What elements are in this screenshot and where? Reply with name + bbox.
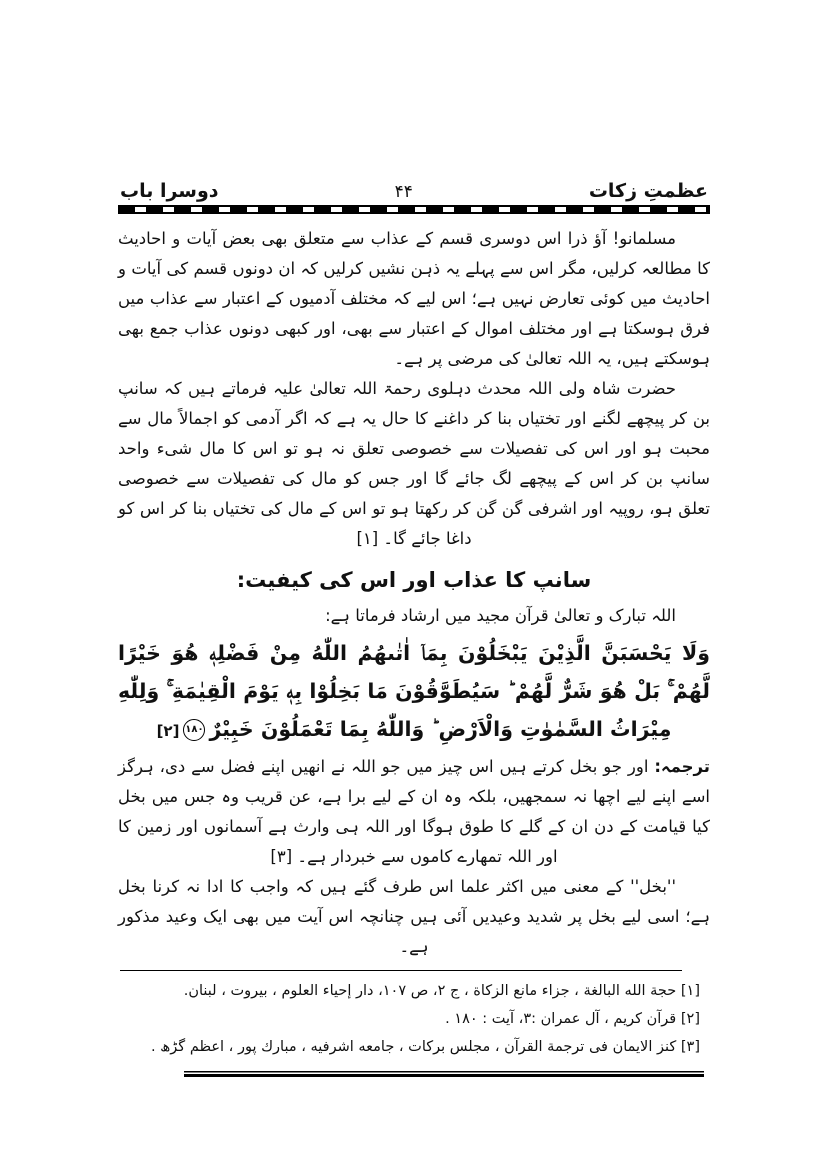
footnote-1-marker: [۱] xyxy=(680,983,700,999)
verse-end-ornament: ۱۸۰ xyxy=(183,719,205,741)
paragraph-bukhl-meaning: ''بخل'' کے معنی میں اکثر علما اس طرف گئے ہیں کہ واجب کا ادا نہ کرنا بخل ہے؛ اسی لیے بخل پر شدید وعیدیں آئی ہیں چنانچہ اس آیت میں بھی ایک وعید مذکور ہے۔ xyxy=(118,877,710,956)
footnotes-block xyxy=(118,971,710,1069)
footnote-2-marker: [۲] xyxy=(680,1011,700,1027)
quran-intro-line: اللہ تبارک و تعالیٰ قرآن مجید میں ارشاد فرماتا ہے: xyxy=(325,606,676,625)
page-content xyxy=(118,180,710,1077)
footnote-3-text: كنز الايمان فى ترجمة القرآن ، مجلس بركات ، جامعه اشرفيه ، مبارك پور ، اعظم گڑھ . xyxy=(150,1039,677,1055)
paragraph-shah-waliullah: حضرت شاہ ولی اللہ محدث دہلوی رحمۃ اللہ تعالیٰ علیہ فرماتے ہیں کہ سانپ بن کر پیچھے لگنے اور تختیاں بنا کر داغنے کا حال یہ ہے کہ اگر آدمی کو اجمالاً مال سے محبت ہو اور اس کی تفصیلات سے خصوصی تعلق نہ ہو تو اس کا مال شیء واحد سانپ بن کر اس کے پیچھے لگ جائے گا اور جس کو مال کی تفصیلات سے خصوصی تعلق ہو، روپیہ اور اشرفی گن گن کر رکھتا ہو تو اس کے مال کی تختیاں بنا کر اس کو داغا جائے گا۔ [۱] xyxy=(118,379,710,548)
footnote-1 xyxy=(128,977,700,1005)
page-number: ۴۴ xyxy=(394,182,413,202)
paragraph-intro: مسلمانو! آؤ ذرا اس دوسری قسم کے عذاب سے متعلق بھی بعض آیات و احادیث کا مطالعہ کرلیں، مگر اس سے پہلے یہ ذہن نشیں کرلیں کہ ان دونوں قسم کی آیات و احادیث میں کوئی تعارض نہیں ہے؛ اس لیے کہ مختلف آدمیوں کے اعتبار سے عذاب میں فرق ہوسکتا ہے اور مختلف اموال کے اعتبار سے بھی، اور کبھی دونوں عذاب جمع بھی ہوسکتے ہیں، یہ اللہ تعالیٰ کی مرضی پر ہے۔ xyxy=(118,229,710,368)
translation-paragraph xyxy=(118,752,710,872)
footnote-2 xyxy=(128,1005,700,1033)
section-heading: سانپ کا عذاب اور اس کی کیفیت: xyxy=(236,568,592,592)
translation-text: اور جو بخل کرتے ہیں اس چیز میں جو اللہ نے انھیں اپنے فضل سے دی، ہرگز اسے اپنے لیے اچھا نہ سمجھیں، بلکہ وہ ان کے لیے برا ہے، عن قریب وہ جس میں بخل کیا قیامت کے دن ان کے گلے کا طوق ہوگا اور اللہ ہی وارث ہے آسمانوں اور زمین کا اور اللہ تمھارے کاموں سے خبردار ہے۔ [۳] xyxy=(118,757,710,866)
verse-footnote-ref: [۲] xyxy=(156,722,180,740)
page-bottom-rule xyxy=(184,1071,704,1077)
footnote-3-marker: [۳] xyxy=(680,1039,700,1055)
footnote-3 xyxy=(128,1033,700,1061)
chapter-title: دوسرا باب xyxy=(120,180,219,202)
book-title: عظمتِ زکات xyxy=(588,180,708,202)
running-header xyxy=(118,180,710,205)
verse-text: وَلَا يَحْسَبَنَّ الَّذِيْنَ يَبْخَلُوْنَ بِمَاۤ اٰتٰىهُمُ اللّٰهُ مِنْ فَضْلِهٖ هُوَ خَيْرًا لَّهُمْ ۚ بَلْ هُوَ شَرٌّ لَّهُمْ ؕ سَيُطَوَّقُوْنَ مَا بَخِلُوْا بِهٖ يَوْمَ الْقِيٰمَةِ ۚ وَلِلّٰهِ مِيْرَاثُ السَّمٰوٰتِ وَالْاَرْضِ ؕ وَاللّٰهُ بِمَا تَعْمَلُوْنَ خَبِيْرٌ xyxy=(118,641,710,741)
arabic-verse xyxy=(118,634,710,750)
footnote-2-text: قرآن كريم ، آل عمران :۳، آيت : ۱۸۰ . xyxy=(445,1011,677,1027)
header-dashed-divider xyxy=(118,205,710,214)
footnote-1-text: حجة الله البالغة ، جزاء مانع الزكاة ، ج ۲، ص ۱۰۷، دار إحياء العلوم ، بيروت ، لبنان. xyxy=(183,983,677,999)
translation-label: ترجمہ: xyxy=(654,757,710,776)
